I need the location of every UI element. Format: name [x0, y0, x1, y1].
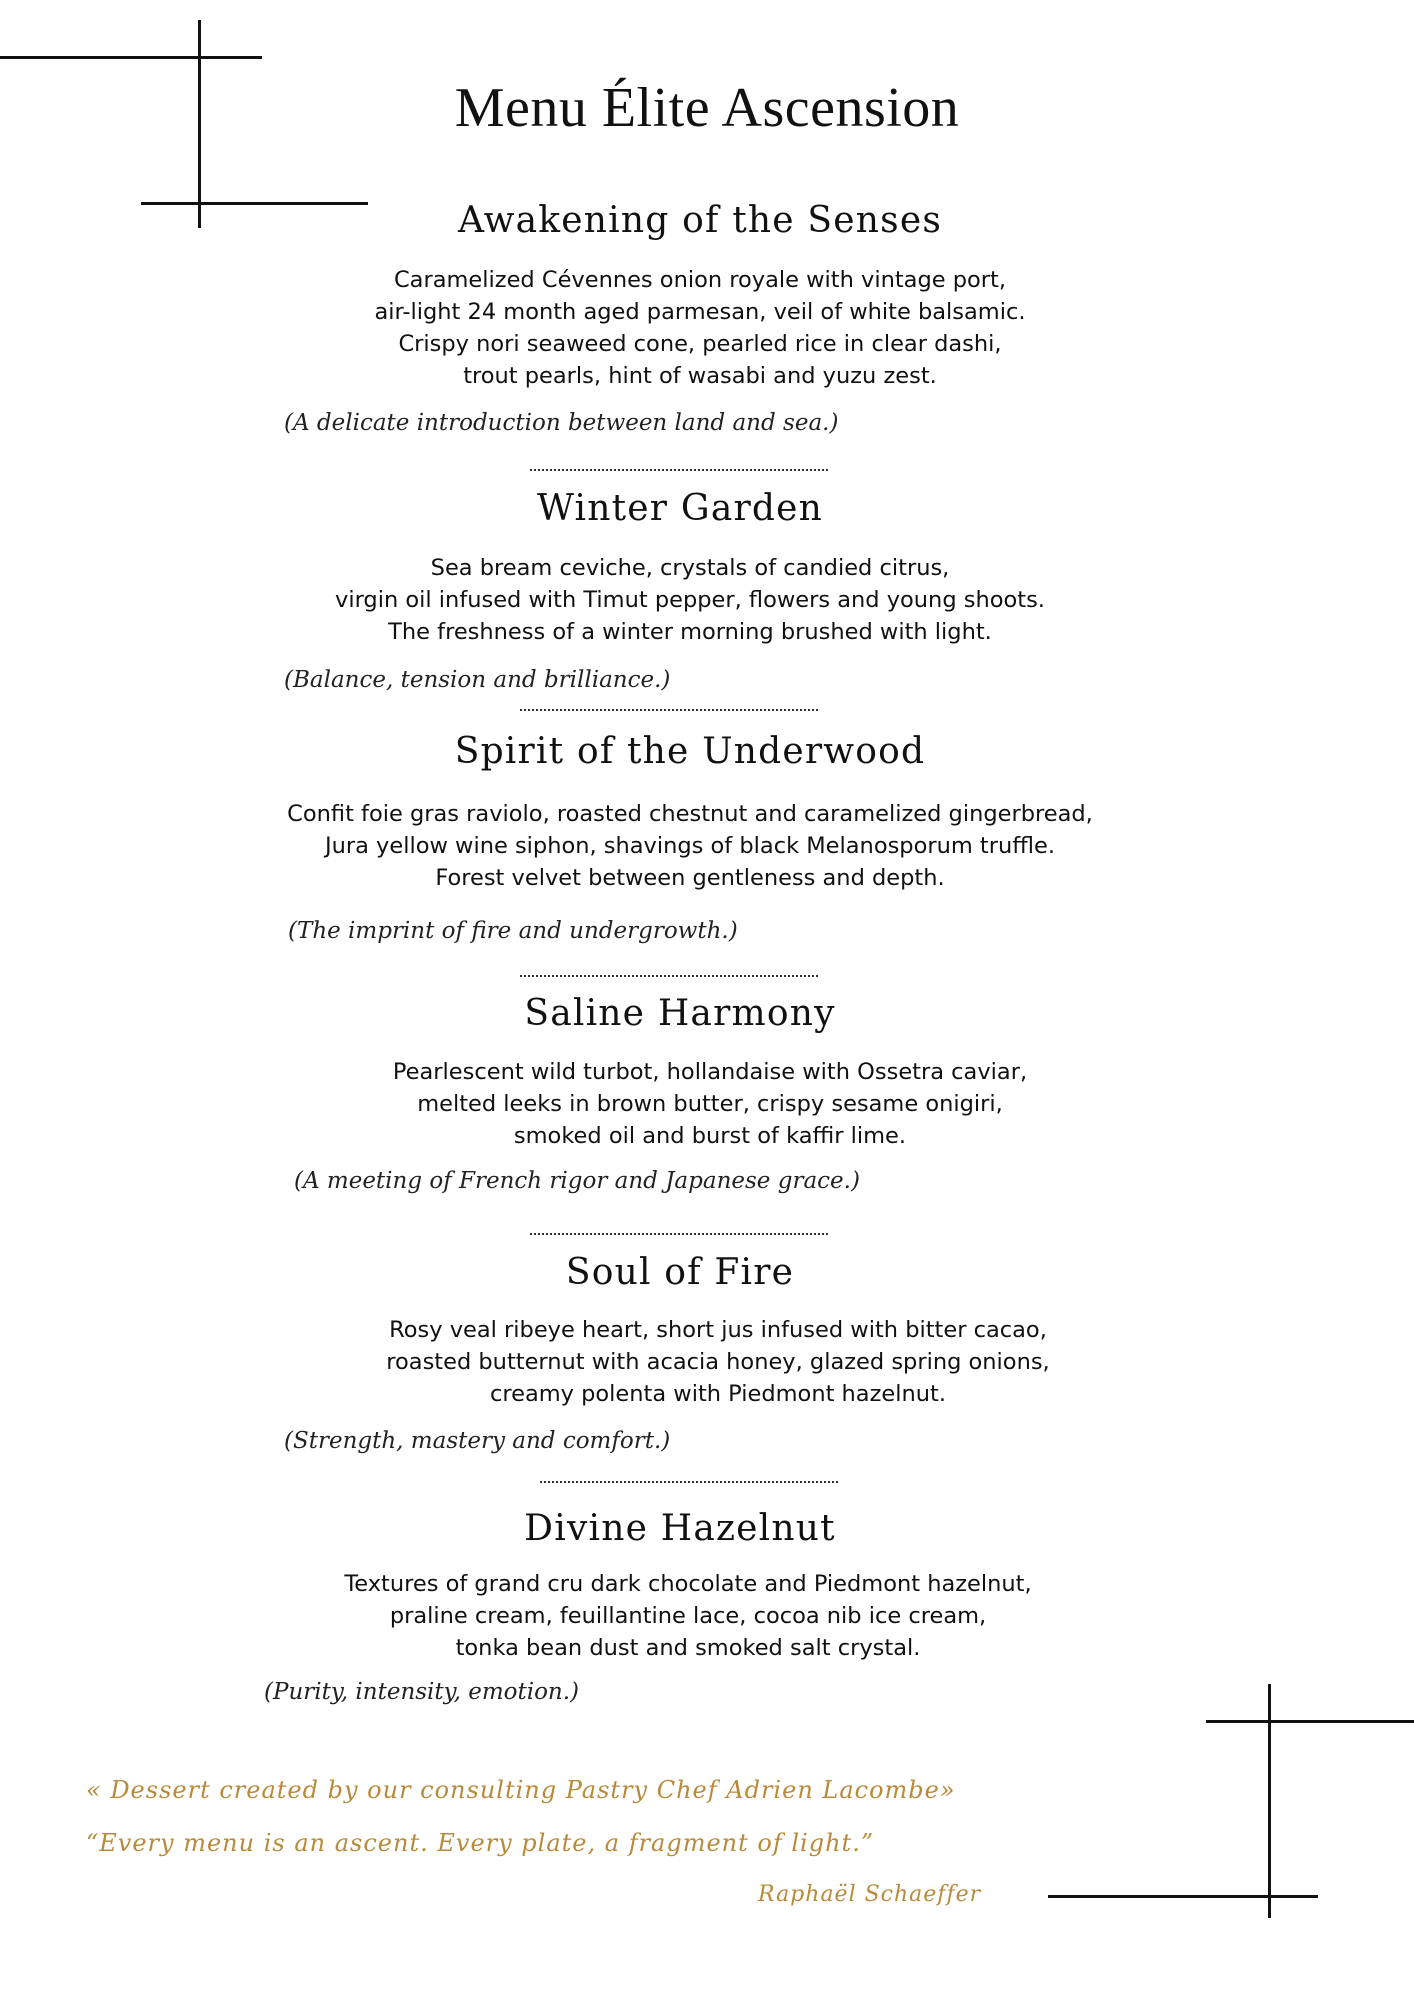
course-title-divine-hazelnut: Divine Hazelnut: [524, 1508, 836, 1549]
course-title-saline-harmony: Saline Harmony: [524, 993, 836, 1034]
chef-signature: Raphaël Schaeffer: [758, 1882, 982, 1907]
dessert-credit: « Dessert created by our consulting Pastry Chef Adrien Lacombe»: [86, 1776, 956, 1804]
course-note-divine-hazelnut: (Purity, intensity, emotion.): [264, 1679, 580, 1705]
course-note-spirit-underwood: (The imprint of fire and undergrowth.): [288, 918, 738, 944]
course-title-awakening: Awakening of the Senses: [458, 200, 942, 241]
course-description-saline-harmony: [250, 1056, 1170, 1152]
description-line: roasted butternut with acacia honey, glazed spring onions,: [386, 1349, 1050, 1375]
course-title-spirit-underwood: Spirit of the Underwood: [454, 731, 926, 772]
course-description-spirit-underwood: [190, 798, 1190, 894]
description-line: melted leeks in brown butter, crispy sesame onigiri,: [417, 1091, 1003, 1117]
course-description-soul-of-fire: [258, 1314, 1178, 1410]
course-note-soul-of-fire: (Strength, mastery and comfort.): [284, 1428, 671, 1454]
divider-3: [520, 975, 818, 977]
frame-line-bottom-right-vertical: [1268, 1684, 1271, 1918]
course-title-winter-garden: Winter Garden: [536, 488, 824, 529]
description-line: Crispy nori seaweed cone, pearled rice in clear dashi,: [398, 331, 1002, 357]
description-line: trout pearls, hint of wasabi and yuzu zest.: [463, 363, 937, 389]
description-line: air-light 24 month aged parmesan, veil of white balsamic.: [374, 299, 1026, 325]
description-line: The freshness of a winter morning brushed with light.: [388, 619, 992, 645]
course-description-divine-hazelnut: [228, 1568, 1148, 1664]
description-line: creamy polenta with Piedmont hazelnut.: [489, 1381, 946, 1407]
divider-5: [540, 1481, 838, 1483]
description-line: Confit foie gras raviolo, roasted chestnut and caramelized gingerbread,: [287, 801, 1093, 827]
frame-line-bottom-right-horizontal-2: [1048, 1895, 1318, 1898]
course-note-winter-garden: (Balance, tension and brilliance.): [284, 667, 671, 693]
description-line: Jura yellow wine siphon, shavings of black Melanosporum truffle.: [324, 833, 1056, 859]
divider-1: [530, 469, 828, 471]
description-line: smoked oil and burst of kaffir lime.: [513, 1123, 907, 1149]
course-description-winter-garden: [230, 552, 1150, 648]
chef-quote: “Every menu is an ascent. Every plate, a fragment of light.”: [86, 1829, 875, 1857]
course-description-awakening: [240, 264, 1160, 392]
divider-2: [520, 709, 818, 711]
description-line: Sea bream ceviche, crystals of candied citrus,: [430, 555, 950, 581]
course-title-soul-of-fire: Soul of Fire: [565, 1252, 795, 1293]
description-line: Caramelized Cévennes onion royale with vintage port,: [393, 267, 1007, 293]
description-line: tonka bean dust and smoked salt crystal.: [455, 1635, 921, 1661]
description-line: Textures of grand cru dark chocolate and Piedmont hazelnut,: [344, 1571, 1032, 1597]
divider-4: [530, 1233, 828, 1235]
menu-title: Menu Élite Ascension: [454, 77, 960, 139]
description-line: virgin oil infused with Timut pepper, flowers and young shoots.: [335, 587, 1045, 613]
course-note-saline-harmony: (A meeting of French rigor and Japanese grace.): [294, 1168, 860, 1194]
description-line: praline cream, feuillantine lace, cocoa nib ice cream,: [389, 1603, 987, 1629]
description-line: Forest velvet between gentleness and depth.: [435, 865, 945, 891]
frame-line-bottom-right-horizontal-1: [1206, 1720, 1414, 1723]
course-note-awakening: (A delicate introduction between land and sea.): [284, 410, 839, 436]
description-line: Pearlescent wild turbot, hollandaise with Ossetra caviar,: [392, 1059, 1028, 1085]
description-line: Rosy veal ribeye heart, short jus infused with bitter cacao,: [389, 1317, 1047, 1343]
frame-line-top-left-horizontal-1: [0, 56, 262, 59]
